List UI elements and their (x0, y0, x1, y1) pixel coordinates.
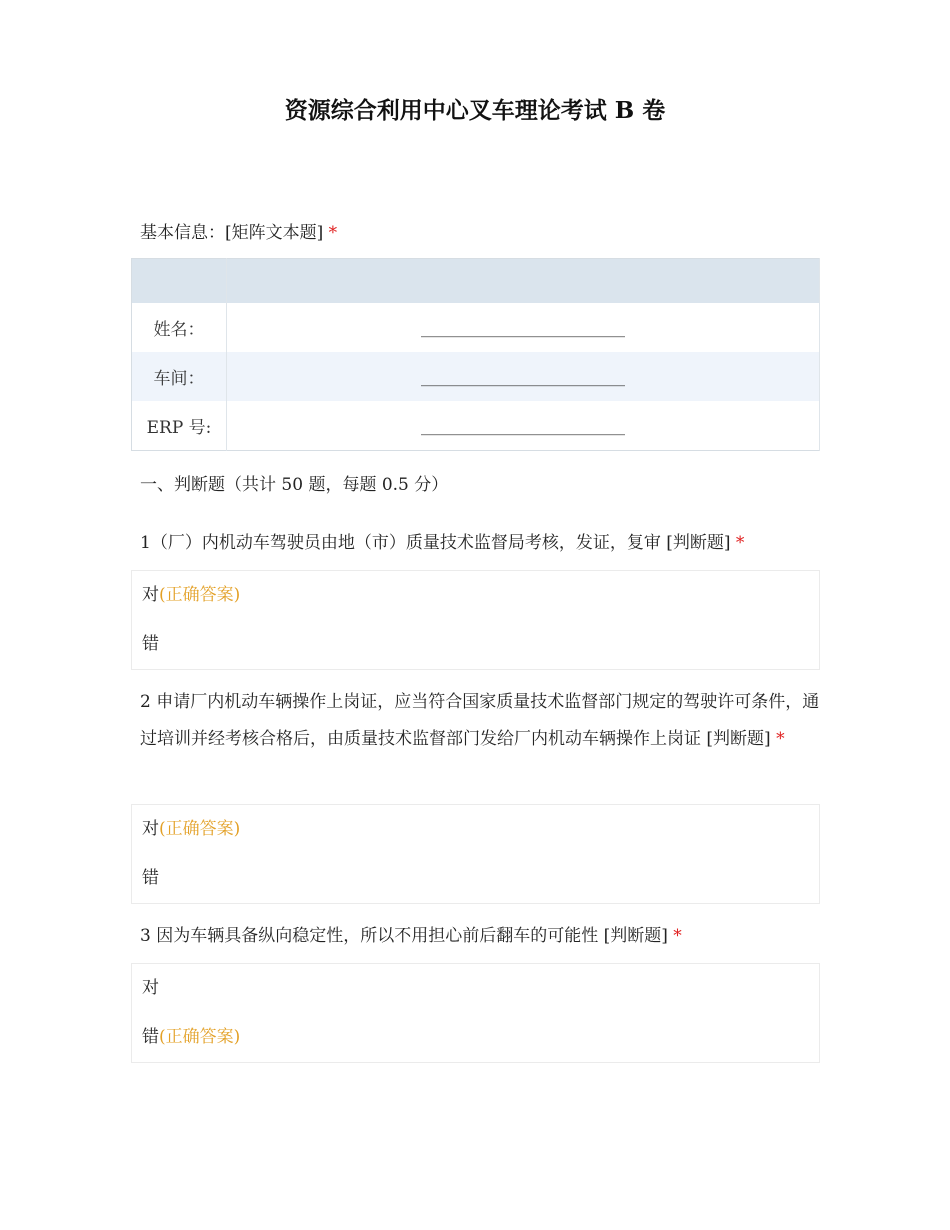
question-2 (140, 684, 820, 758)
question-text: 3 因为车辆具备纵向稳定性，所以不用担心前后翻车的可能性 [判断题] (140, 926, 668, 946)
row-label: 姓名： (132, 303, 227, 352)
question-text: 基本信息：[矩阵文本题] (140, 223, 324, 243)
basic-info-matrix (131, 258, 820, 451)
matrix-row-name (132, 303, 820, 352)
option-true[interactable] (132, 571, 819, 620)
matrix-row-workshop (132, 352, 820, 401)
matrix-header-cell (132, 259, 227, 304)
row-label: ERP 号: (132, 401, 227, 451)
options-question-2 (131, 804, 820, 904)
basic-info-question (140, 215, 820, 252)
required-mark: * (776, 729, 785, 749)
section-heading: 一、判断题（共计 50 题，每题 0.5 分） (140, 475, 449, 495)
correct-answer-tag: (正确答案) (159, 819, 241, 839)
option-label: 对 (142, 978, 159, 998)
option-label: 对 (142, 819, 159, 839)
option-label: 错 (142, 634, 159, 654)
workshop-input-blank[interactable]: ________________________ (227, 352, 820, 401)
question-text: 2 申请厂内机动车辆操作上岗证，应当符合国家质量技术监督部门规定的驾驶许可条件，通过培训并经考核合格后，由质量技术监督部门发给厂内机动车辆操作上岗证 [判断题] (140, 692, 820, 749)
page-title: 资源综合利用中心叉车理论考试 B 卷 (284, 97, 666, 124)
option-false[interactable] (132, 854, 819, 903)
matrix-row-erp (132, 401, 820, 451)
option-false[interactable] (132, 620, 819, 669)
option-label: 错 (142, 1027, 159, 1047)
question-text: 1（厂）内机动车驾驶员由地（市）质量技术监督局考核，发证，复审 [判断题] (140, 533, 731, 553)
name-input-blank[interactable]: ________________________ (227, 303, 820, 352)
required-mark: * (673, 926, 682, 946)
matrix-header-cell (227, 259, 820, 304)
correct-answer-tag: (正确答案) (159, 1027, 241, 1047)
question-1 (140, 525, 820, 562)
options-question-3 (131, 963, 820, 1063)
correct-answer-tag: (正确答案) (159, 585, 241, 605)
option-label: 对 (142, 585, 159, 605)
options-question-1 (131, 570, 820, 670)
question-3 (140, 918, 820, 955)
required-mark: * (735, 533, 745, 553)
option-true[interactable] (132, 805, 819, 854)
option-false[interactable] (132, 1013, 819, 1062)
row-label: 车间： (132, 352, 227, 401)
erp-input-blank[interactable]: ________________________ (227, 401, 820, 451)
option-label: 错 (142, 868, 159, 888)
option-true[interactable] (132, 964, 819, 1013)
required-mark: * (328, 223, 338, 243)
matrix-header-row (132, 259, 820, 304)
